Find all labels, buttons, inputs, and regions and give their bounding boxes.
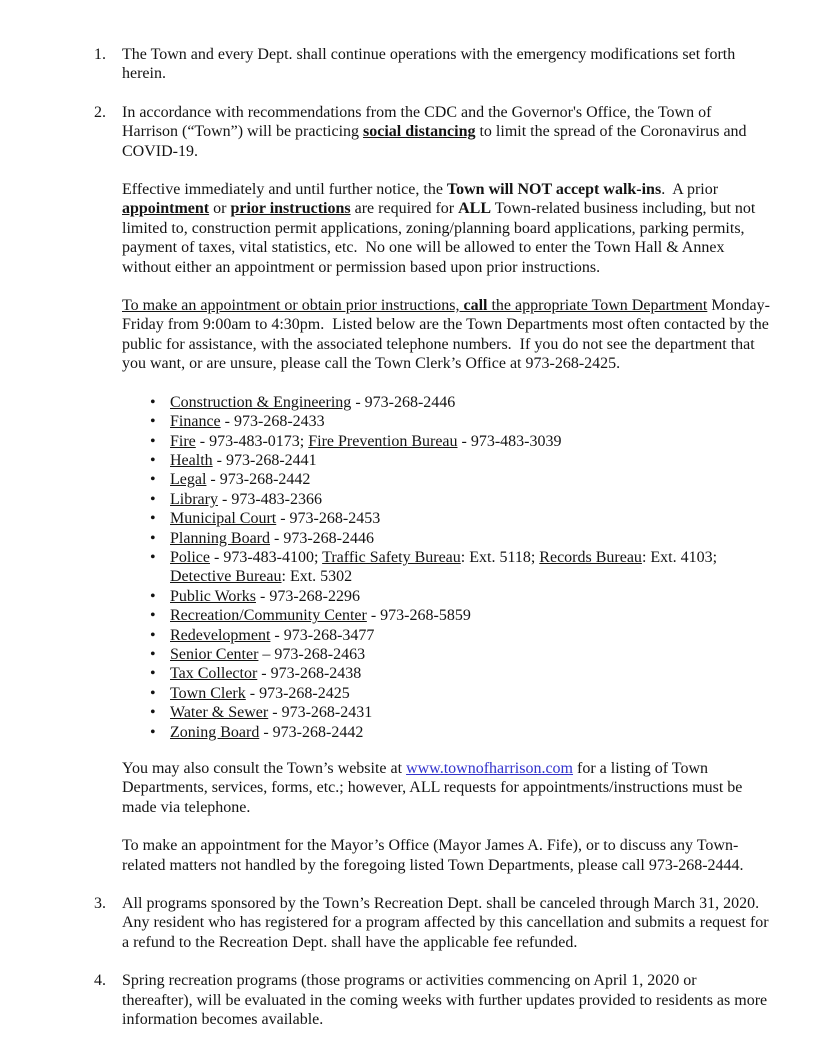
- department-item: [122, 470, 770, 489]
- text-run: Zoning Board: [170, 723, 260, 741]
- text-run: Records Bureau: [539, 548, 642, 566]
- text-run: Monday-Friday from 9:00am to 4:30pm. Listed below are the Town Departments most often contacted by the public for assistance, with the associated telephone numbers. If you do not see the department that you want, or are unsure, please call the Town Clerk’s Office at 973-268-2425.: [122, 297, 773, 373]
- department-list: [122, 393, 770, 742]
- bullet-icon: •: [150, 548, 156, 566]
- text-run: - 973-268-2433: [220, 413, 325, 431]
- paragraph: [122, 103, 770, 161]
- text-run: Fire Prevention Bureau: [308, 432, 458, 450]
- text-run: Town Clerk: [170, 684, 246, 702]
- text-run: To make an appointment for the Mayor’s Office (Mayor James A. Fife), or to discuss any Town-related matters not handled by the foregoing listed Town Departments, please call 973-268-2444.: [122, 837, 744, 874]
- text-run: - 973-483-2366: [217, 490, 322, 508]
- bullet-icon: •: [150, 607, 156, 625]
- department-item: [122, 529, 770, 548]
- bullet-icon: •: [150, 510, 156, 528]
- text-run: call: [463, 297, 488, 315]
- bullet-icon: •: [150, 684, 156, 702]
- text-run: - 973-268-2446: [351, 393, 456, 411]
- text-run: - 973-268-2441: [212, 451, 317, 469]
- text-run: Effective immediately and until further notice, the: [122, 181, 447, 199]
- bullet-icon: •: [150, 490, 156, 508]
- text-run: social distancing: [363, 123, 476, 141]
- bullet-icon: •: [150, 471, 156, 489]
- item-content: [122, 971, 770, 1048]
- bullet-icon: •: [150, 432, 156, 450]
- department-item: [122, 509, 770, 528]
- text-run: - 973-268-2442: [206, 471, 311, 489]
- text-run: The Town and every Dept. shall continue operations with the emergency modifications set forth herein.: [122, 46, 740, 83]
- department-item: [122, 723, 770, 742]
- numbered-item: [94, 45, 770, 103]
- text-run: - 973-483-4100;: [210, 548, 323, 566]
- text-run: Public Works: [170, 587, 256, 605]
- paragraph: [122, 971, 770, 1029]
- text-run: Spring recreation programs (those programs or activities commencing on April 1, 2020 or thereafter), will be evaluated in the coming weeks with further updates provided to residents as more information becomes available.: [122, 972, 772, 1029]
- paragraph: [122, 180, 770, 277]
- paragraph: [122, 296, 773, 374]
- text-run: - 973-268-2442: [259, 723, 364, 741]
- item-number: 1.: [94, 46, 106, 63]
- text-run: Construction & Engineering: [170, 393, 352, 411]
- bullet-icon: •: [150, 723, 156, 741]
- text-run: – 973-268-2463: [258, 645, 366, 663]
- department-item: [122, 393, 770, 412]
- text-run: To make an appointment or obtain prior instructions,: [122, 297, 464, 315]
- text-run: or: [209, 200, 231, 218]
- bullet-icon: •: [150, 393, 156, 411]
- text-run: Finance: [170, 413, 221, 431]
- bullet-icon: •: [150, 451, 156, 469]
- text-run: - 973-268-2296: [255, 587, 360, 605]
- text-run: Town-related business including, but not limited to, construction permit applications, zoning/planning board applications, parking permits, payment of taxes, vital statistics, etc. No one will be allowed to enter the Town Hall & Annex without either an appointment or permission based upon prior instructions.: [122, 200, 760, 276]
- text-run: for a listing of Town Departments, services, forms, etc.; however, ALL requests for appointments/instructions must be made via telephone.: [122, 760, 747, 816]
- text-run: In accordance with recommendations from the CDC and the Governor's Office, the Town of Harrison (“Town”) will be practicing: [122, 103, 716, 141]
- text-run: Police: [170, 548, 210, 566]
- text-run: - 973-268-5859: [366, 607, 471, 625]
- text-run: - 973-483-3039: [457, 432, 562, 450]
- numbered-list: [94, 45, 773, 1048]
- department-item: [122, 451, 770, 470]
- item-content: [122, 103, 773, 894]
- text-run: - 973-268-2453: [276, 510, 381, 528]
- bullet-icon: •: [150, 665, 156, 683]
- bullet-icon: •: [150, 645, 156, 663]
- paragraph: [122, 836, 770, 875]
- bullet-icon: •: [150, 587, 156, 605]
- text-run: Planning Board: [170, 529, 270, 547]
- bullet-icon: •: [150, 704, 156, 722]
- bullet-icon: •: [150, 529, 156, 547]
- department-item: [122, 548, 770, 587]
- numbered-item: [94, 103, 773, 894]
- text-run: Legal: [170, 471, 207, 489]
- department-item: [122, 645, 770, 664]
- item-content: [122, 45, 770, 103]
- text-run: - 973-483-0173;: [195, 432, 309, 450]
- text-run: - 973-268-2431: [268, 704, 373, 722]
- item-content: [122, 894, 773, 971]
- department-item: [122, 626, 770, 645]
- text-run: appointment: [122, 200, 210, 218]
- text-run: - 973-268-3477: [270, 626, 375, 644]
- text-run: Library: [170, 490, 218, 508]
- text-run: : Ext. 5118;: [460, 548, 540, 566]
- text-run: prior instructions: [230, 200, 351, 218]
- numbered-item: [94, 971, 770, 1048]
- department-item: [122, 432, 770, 451]
- text-run: All programs sponsored by the Town’s Recreation Dept. shall be canceled through March 31, 2020. Any resident who has registered for a program affected by this cancellation and submits a request for a refund to the Recreation Dept. shall have the applicable fee refunded.: [122, 895, 773, 951]
- text-run: Traffic Safety Bureau: [322, 548, 461, 566]
- text-run: : Ext. 5302: [281, 568, 353, 586]
- text-run: to limit the spread of the Coronavirus and COVID-19.: [122, 123, 751, 160]
- paragraph: [122, 759, 770, 817]
- text-run: the appropriate Town Department: [487, 297, 708, 315]
- text-run: You may also consult the Town’s website at: [122, 760, 407, 777]
- department-item: [122, 664, 770, 683]
- numbered-item: [94, 894, 773, 971]
- paragraph: [122, 894, 773, 952]
- text-run: Municipal Court: [170, 510, 277, 528]
- item-number: 3.: [94, 895, 106, 913]
- text-run: - 973-268-2438: [257, 665, 362, 683]
- text-run: . A prior: [661, 181, 723, 199]
- text-run: Redevelopment: [170, 626, 271, 644]
- paragraph: [122, 45, 770, 84]
- item-number: 4.: [94, 972, 106, 990]
- bullet-icon: •: [150, 626, 156, 644]
- department-item: [122, 684, 770, 703]
- department-item: [122, 412, 770, 431]
- bullet-icon: •: [150, 413, 156, 431]
- text-run: Detective Bureau: [170, 568, 282, 586]
- item-number: 2.: [94, 103, 106, 121]
- text-run: Health: [170, 451, 213, 469]
- text-run: Fire: [170, 432, 196, 450]
- text-run: are required for: [350, 200, 459, 218]
- text-run: : Ext. 4103;: [641, 548, 722, 566]
- text-run: - 973-268-2446: [270, 529, 374, 547]
- text-run: Tax Collector: [170, 665, 258, 683]
- text-run: ALL: [458, 200, 492, 218]
- department-item: [122, 587, 770, 606]
- website-link[interactable]: www.townofharrison.com: [406, 760, 573, 777]
- department-item: [122, 606, 770, 625]
- department-item: [122, 490, 770, 509]
- text-run: Town will NOT accept walk-ins: [446, 181, 662, 199]
- text-run: Senior Center: [170, 645, 259, 663]
- text-run: - 973-268-2425: [245, 684, 350, 702]
- department-item: [122, 703, 770, 722]
- text-run: Water & Sewer: [170, 704, 269, 722]
- text-run: Recreation/Community Center: [170, 607, 367, 625]
